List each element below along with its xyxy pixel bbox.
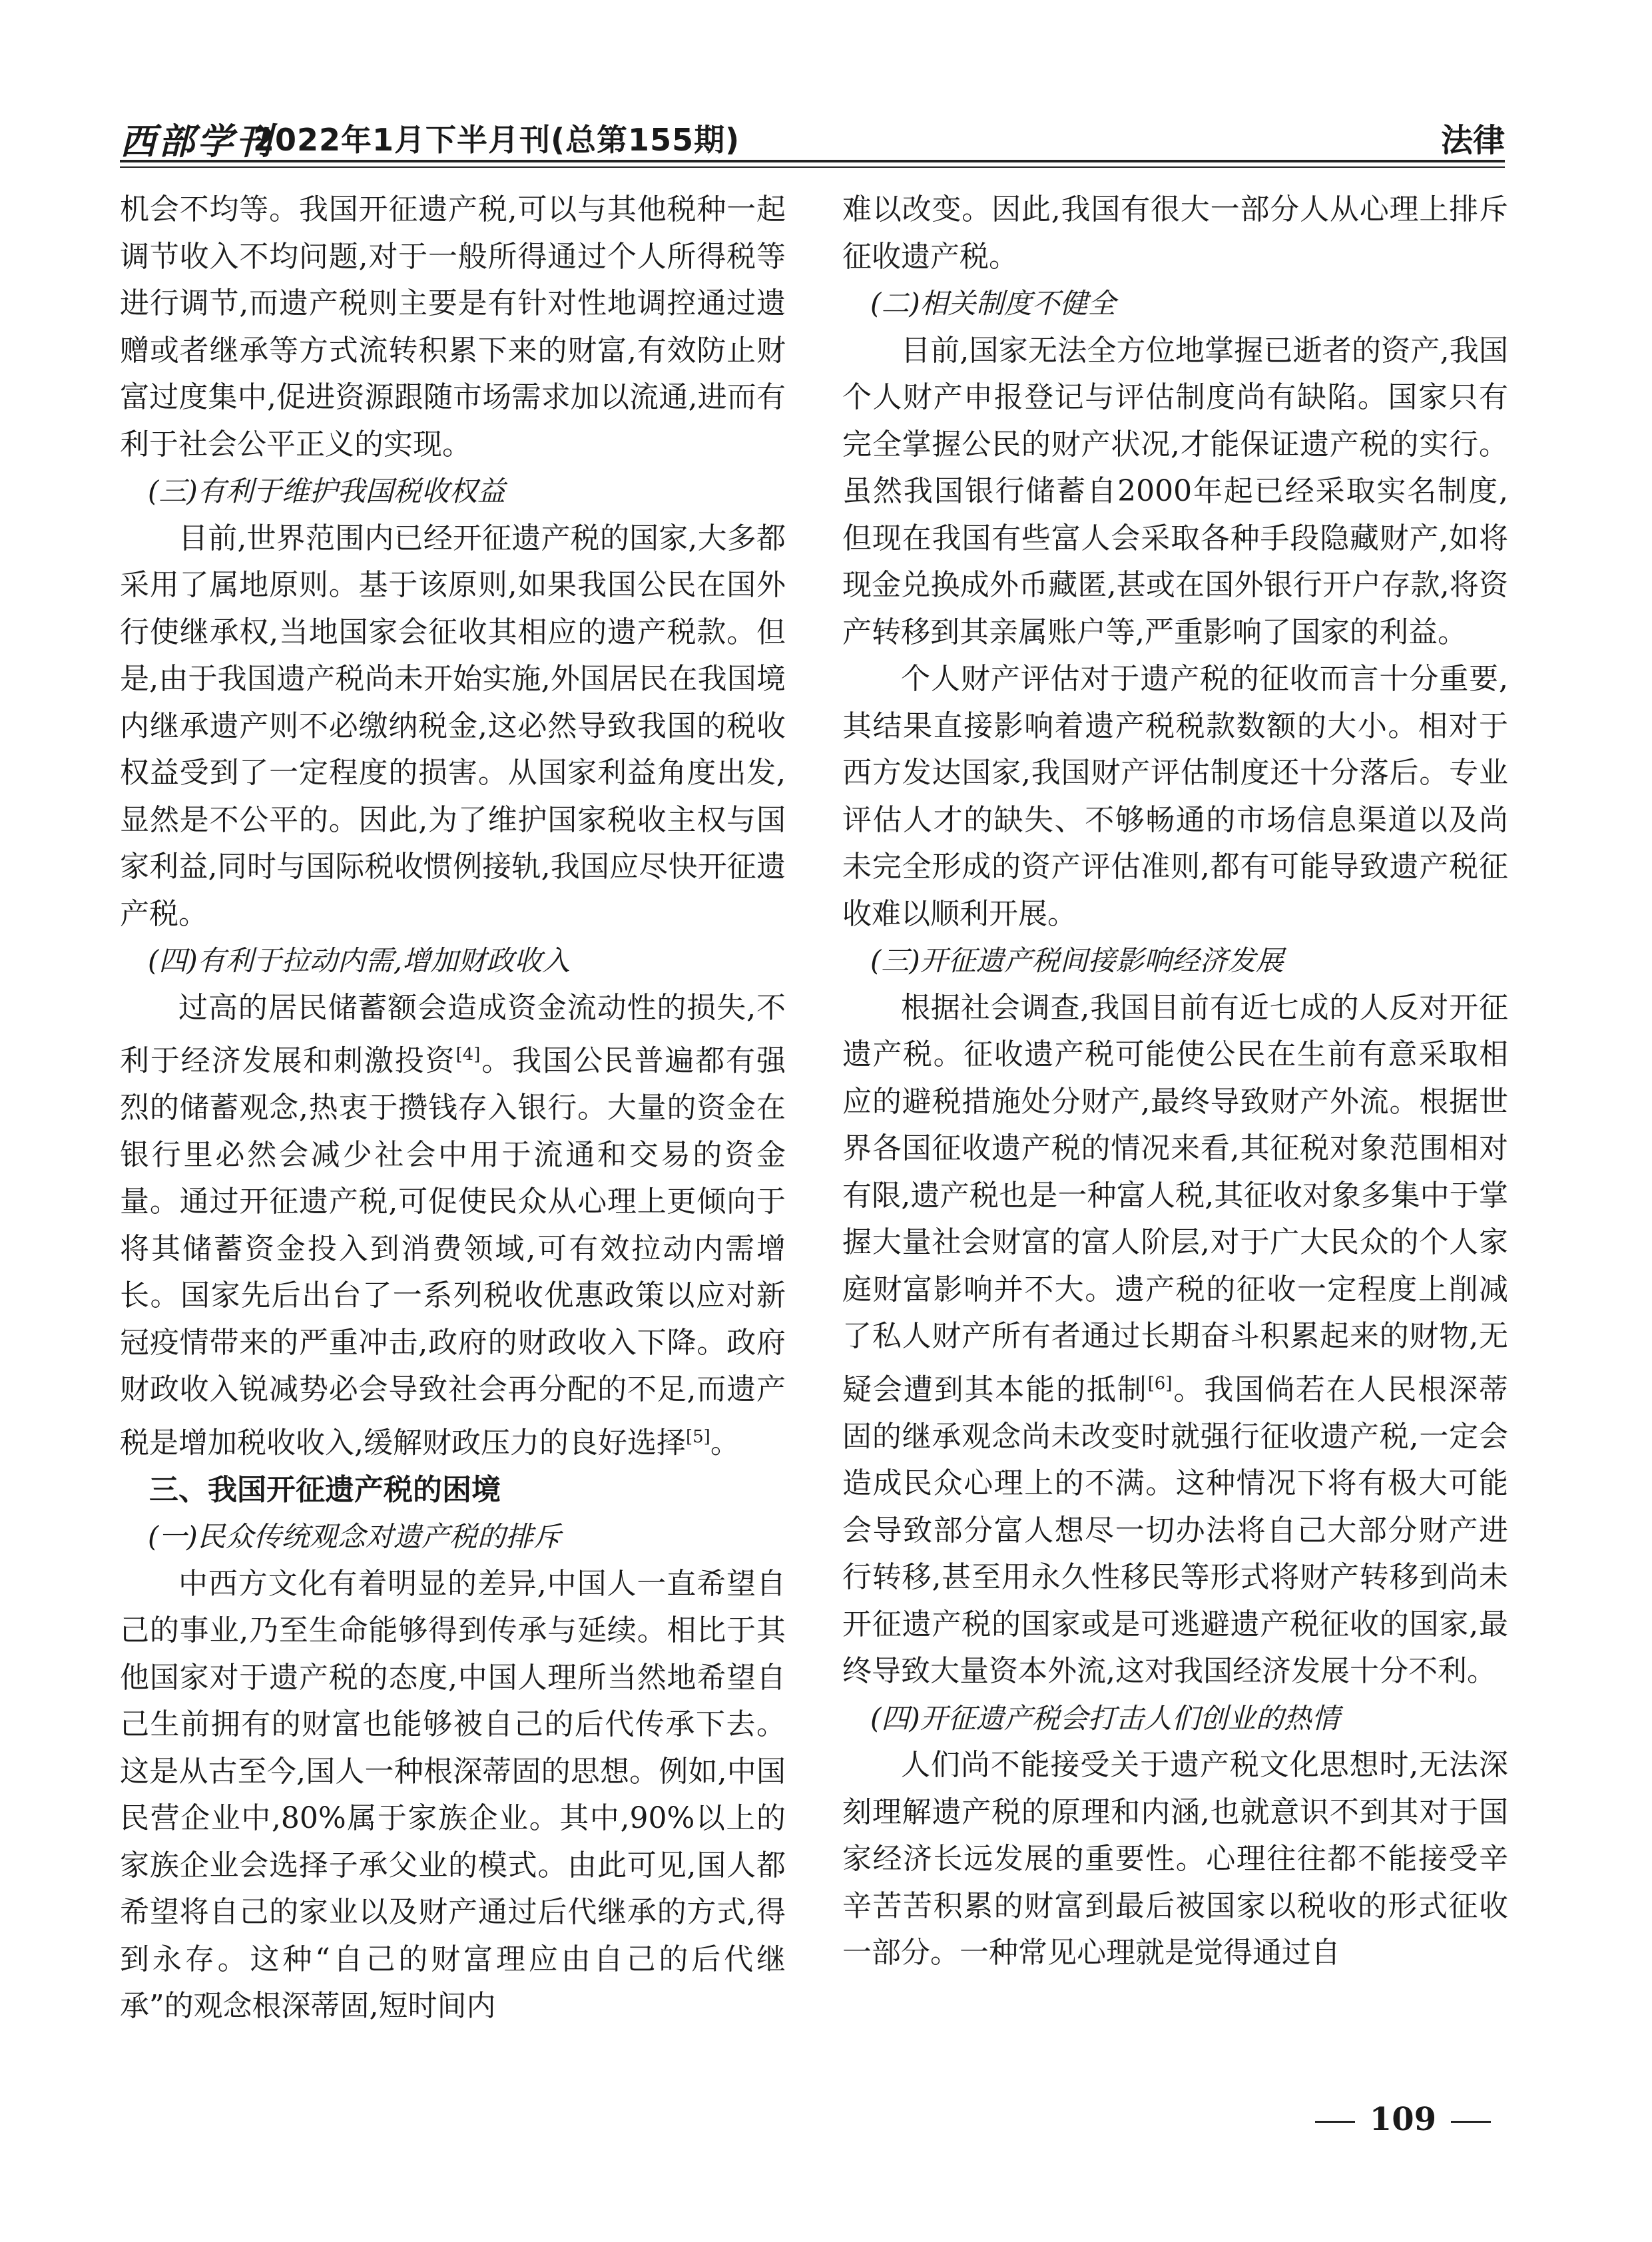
paragraph: 过高的居民储蓄额会造成资金流动性的损失,不利于经济发展和刺激投资[4]。我国公民普遍都有强烈的储蓄观念,热衷于攒钱存入银行。大量的资金在银行里必然会减少社会中用于流通和交易的资金量。通过开征遗产税,可促使民众从心理上更倾向于将其储蓄资金投入到消费领域,可有效拉动内需增长。国家先后出台了一系列税收优惠政策以应对新冠疫情带来的严重冲击,政府的财政收入下降。政府财政收入锐减势必会导致社会再分配的不足,而遗产税是增加税收收入,缓解财政压力的良好选择[5]。	[120, 990, 786, 1460]
subsection-heading: (四)有利于拉动内需,增加财政收入	[148, 944, 571, 977]
right-column	[842, 186, 1508, 1977]
paragraph: 目前,国家无法全方位地掌握已逝者的资产,我国个人财产申报登记与评估制度尚有缺陷。国家只有完全掌握公民的财产状况,才能保证遗产税的实行。虽然我国银行储蓄自2000年起已经采取实名制度,但现在我国有些富人会采取各种手段隐藏财产,如将现金兑换成外币藏匿,甚或在国外银行开户存款,将资产转移到其亲属账户等,严重影响了国家的利益。	[842, 333, 1508, 649]
section-label: 法律	[1440, 122, 1505, 159]
journal-logo: 西部学刊	[120, 120, 274, 162]
header-rule-thin	[120, 166, 1505, 168]
header-rule	[120, 160, 1505, 162]
paragraph: 人们尚不能接受关于遗产税文化思想时,无法深刻理解遗产税的原理和内涵,也就意识不到其对于国家经济长远发展的重要性。心理往往都不能接受辛辛苦苦积累的财富到最后被国家以税收的形式征收一部分。一种常见心理就是觉得通过自	[842, 1748, 1508, 1970]
citation-ref: [6]	[1147, 1373, 1173, 1394]
left-column	[120, 186, 786, 2030]
citation-ref: [4]	[455, 1045, 481, 1065]
paragraph: 目前,世界范围内已经开征遗产税的国家,大多都采用了属地原则。基于该原则,如果我国公民在国外行使继承权,当地国家会征收其相应的遗产税款。但是,由于我国遗产税尚未开始实施,外国居民在我国境内继承遗产则不必缴纳税金,这必然导致我国的税收权益受到了一定程度的损害。从国家利益角度出发,显然是不公平的。因此,为了维护国家税收主权与国家利益,同时与国际税收惯例接轨,我国应尽快开征遗产税。	[120, 521, 786, 931]
subsection-heading: (四)开征遗产税会打击人们创业的热情	[870, 1701, 1340, 1735]
page-footer	[1300, 2101, 1506, 2138]
paragraph: 中西方文化有着明显的差异,中国人一直希望自己的事业,乃至生命能够得到传承与延续。相比于其他国家对于遗产税的态度,中国人理所当然地希望自己生前拥有的财富也能够被自己的后代传承下去。这是从古至今,国人一种根深蒂固的思想。例如,中国民营企业中,80%属于家族企业。其中,90%以上的家族企业会选择子承父业的模式。由此可见,国人都希望将自己的家业以及财产通过后代继承的方式,得到永存。这种“自己的财富理应由自己的后代继承”的观念根深蒂固,短时间内	[120, 1566, 786, 2024]
subsection-heading: (三)开征遗产税间接影响经济发展	[870, 944, 1284, 977]
subsection-heading: (三)有利于维护我国税收权益	[148, 475, 505, 507]
subsection-heading: (一)民众传统观念对遗产税的排斥	[148, 1520, 561, 1553]
issue-info: 2022年1月下半月刊(总第155期)	[253, 122, 740, 158]
page-number: 109	[1369, 2101, 1436, 2138]
page-header	[120, 107, 1505, 160]
citation-ref: [5]	[686, 1426, 710, 1447]
footer-dash-right	[1451, 2121, 1491, 2123]
footer-dash-left	[1315, 2121, 1355, 2123]
subsection-heading: (二)相关制度不健全	[870, 287, 1116, 320]
paragraph: 个人财产评估对于遗产税的征收而言十分重要,其结果直接影响着遗产税税款数额的大小。相对于西方发达国家,我国财产评估制度还十分落后。专业评估人才的缺失、不够畅通的市场信息渠道以及尚未完全形成的资产评估准则,都有可能导致遗产税征收难以顺利开展。	[842, 662, 1508, 931]
paragraph-continued: 机会不均等。我国开征遗产税,可以与其他税种一起调节收入不均问题,对于一般所得通过个人所得税等进行调节,而遗产税则主要是有针对性地调控通过遗赠或者继承等方式流转积累下来的财富,有效防止财富过度集中,促进资源跟随市场需求加以流通,进而有利于社会公平正义的实现。	[120, 192, 786, 461]
section-heading: 三、我国开征遗产税的困境	[149, 1472, 501, 1507]
paragraph-continued: 难以改变。因此,我国有很大一部分人从心理上排斥征收遗产税。	[842, 192, 1508, 274]
paragraph: 根据社会调查,我国目前有近七成的人反对开征遗产税。征收遗产税可能使公民在生前有意采取相应的避税措施处分财产,最终导致财产外流。根据世界各国征收遗产税的情况来看,其征税对象范围相对有限,遗产税也是一种富人税,其征收对象多集中于掌握大量社会财富的富人阶层,对于广大民众的个人家庭财富影响并不大。遗产税的征收一定程度上削减了私人财产所有者通过长期奋斗积累起来的财物,无疑会遭到其本能的抵制[6]。我国倘若在人民根深蒂固的继承观念尚未改变时就强行征收遗产税,一定会造成民众心理上的不满。这种情况下将有极大可能会导致部分富人想尽一切办法将自己大部分财产进行转移,甚至用永久性移民等形式将财产转移到尚未开征遗产税的国家或是可逃避遗产税征收的国家,最终导致大量资本外流,这对我国经济发展十分不利。	[842, 990, 1509, 1689]
